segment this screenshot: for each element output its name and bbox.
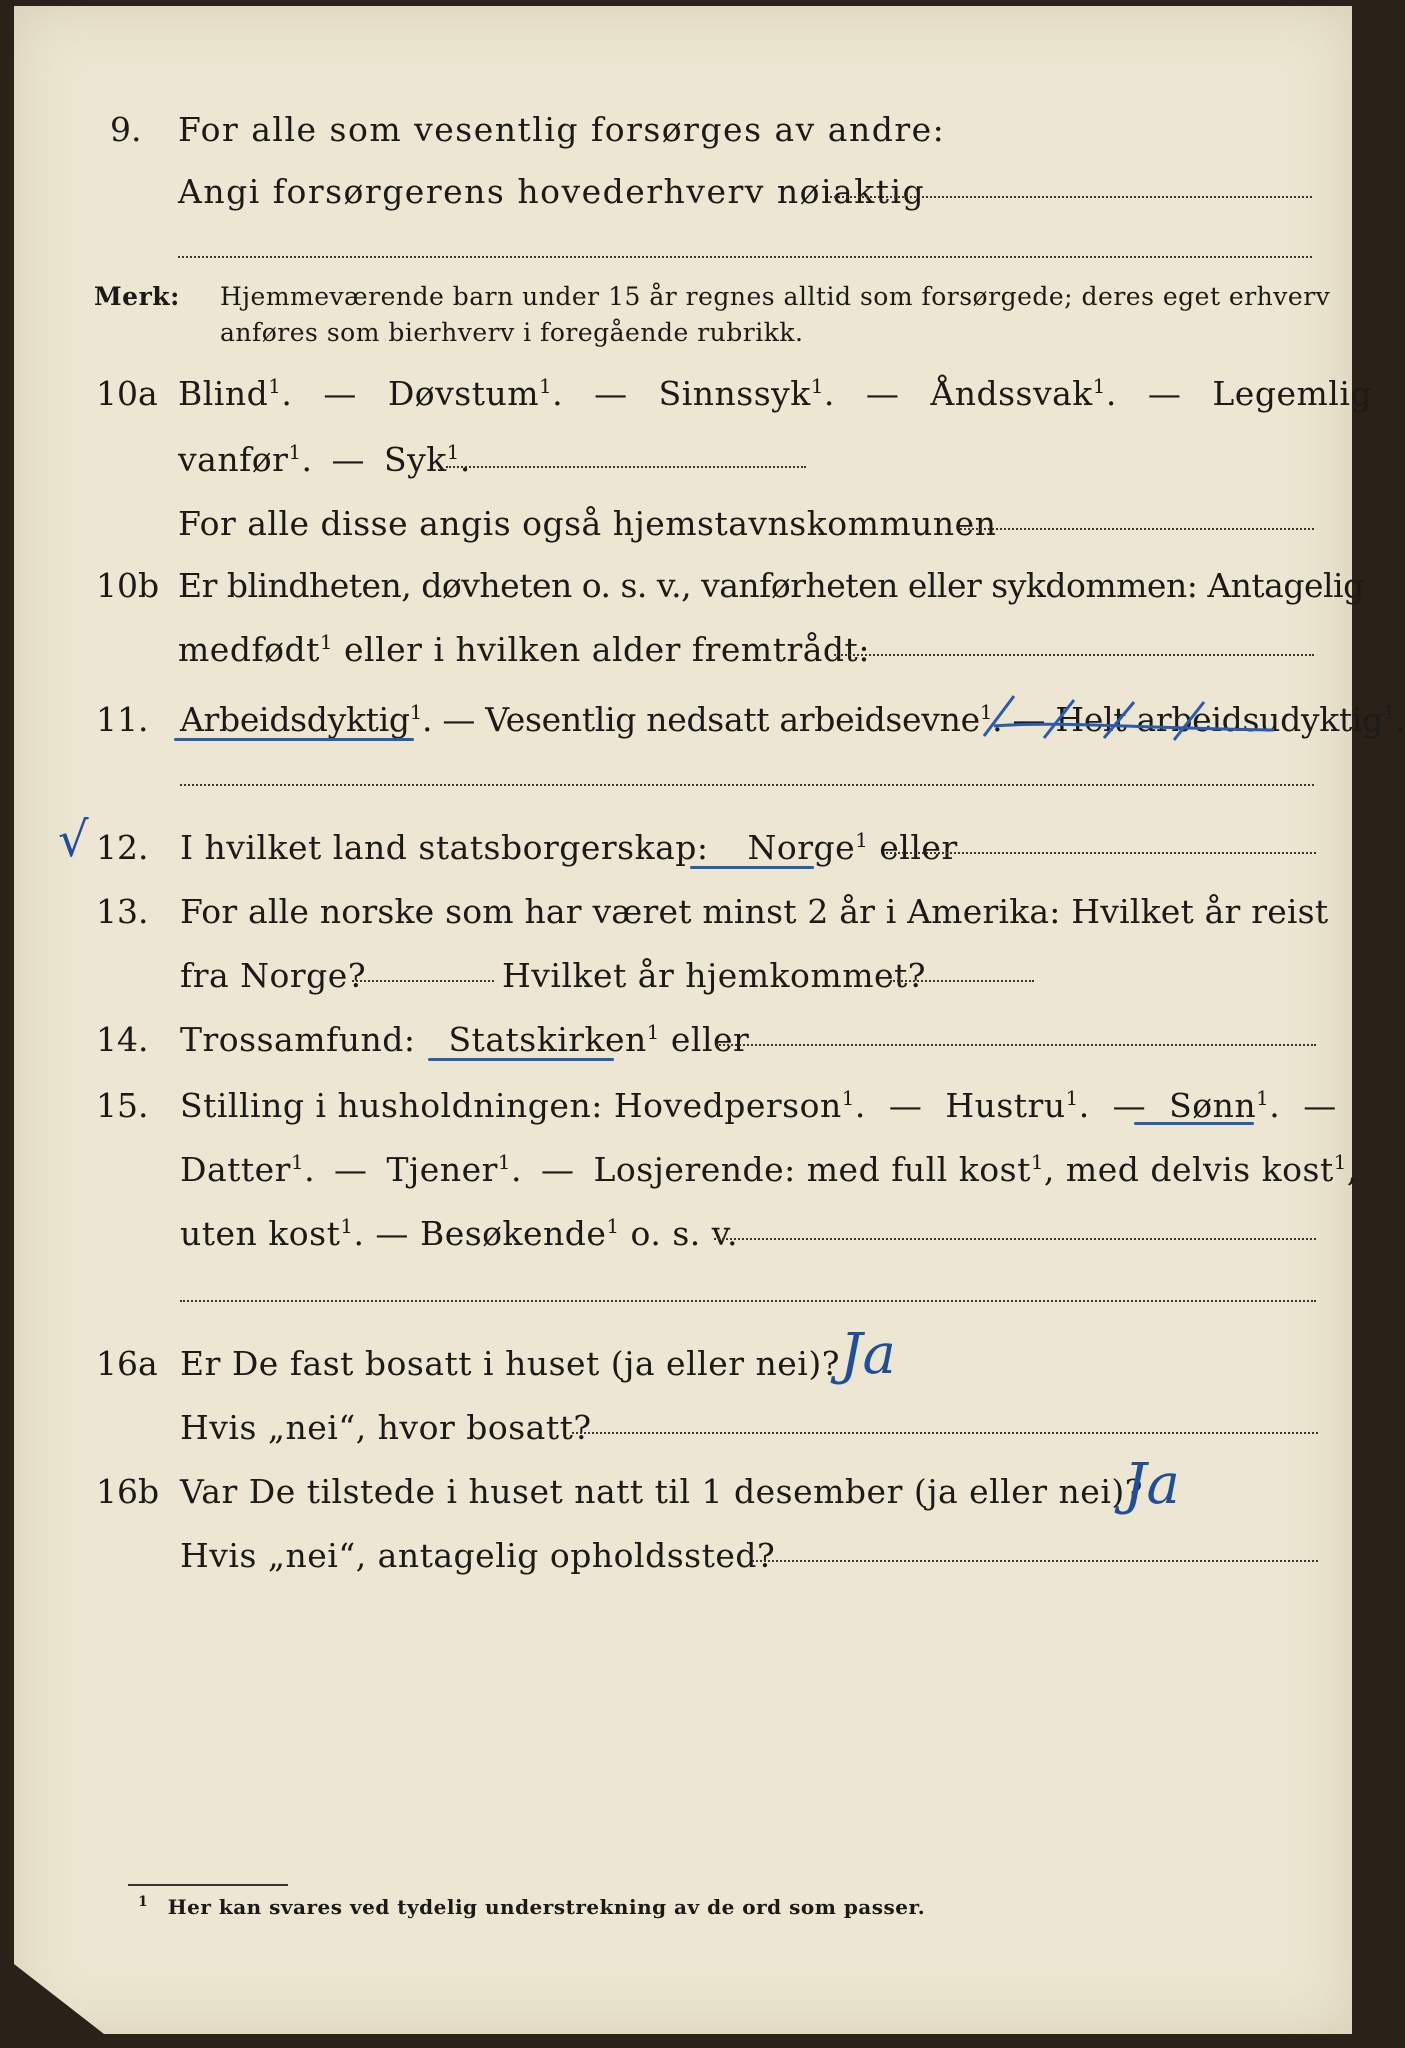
question-16a-line1: Er De fast bosatt i huset (ja eller nei)? (180, 1344, 840, 1383)
question-12-text: I hvilket land statsborgerskap: (180, 828, 709, 867)
underline-statskirken (428, 1058, 614, 1061)
question-11-number: 11. (96, 700, 149, 739)
option-sonn: Sønn (1169, 1086, 1257, 1125)
option-losjerende: Losjerende: med full kost (593, 1150, 1031, 1189)
option-arbeidsdyktig: Arbeidsdyktig (180, 700, 410, 739)
question-14-label: Trossamfund: (180, 1020, 416, 1059)
question-9-answer-line-2 (178, 256, 1312, 258)
option-sinnssyk: Sinnssyk (658, 374, 811, 413)
underline-norge (690, 866, 814, 869)
option-dovstum: Døvstum (387, 374, 540, 413)
question-10a-line2: vanfør$^1$. — Syk$^1$. (178, 440, 471, 479)
question-10b-line2: medfødt$^1$ eller i hvilken alder fremtrådt: (178, 630, 870, 669)
question-12-number: 12. (96, 828, 149, 867)
question-13-number: 13. (96, 892, 149, 931)
question-15-line3: uten kost$^1$. — Besøkende$^1$ o. s. v. (180, 1214, 738, 1253)
question-10a-line1: Blind$^1$. — Døvstum$^1$. — Sinnssyk$^1$. — Åndssvak$^1$. — Legemlig (178, 374, 1372, 413)
question-15-line2: Datter$^1$. — Tjener$^1$. — Losjerende: med full kost$^1$, med delvis kost$^1$, (180, 1150, 1358, 1189)
option-datter: Datter (180, 1150, 291, 1189)
question-10a-number: 10a (96, 374, 158, 413)
question-10a-home-line (960, 528, 1314, 530)
option-vanfor: vanfør (178, 440, 289, 479)
census-form-page (14, 6, 1405, 2034)
question-10a-answer-line (446, 466, 806, 468)
question-10b-number: 10b (96, 566, 160, 605)
question-11-line1: Arbeidsdyktig$^1$. — Vesentlig nedsatt arbeidsevne$^1$. — Helt arbeidsudyktig$^1$. (180, 700, 1405, 739)
option-statskirken: Statskirken (448, 1020, 647, 1059)
question-15-line1: Stilling i husholdningen: Hovedperson$^1$. — Hustru$^1$. — Sønn$^1$. — (180, 1086, 1337, 1125)
answer-16a-handwritten: Ja (840, 1322, 896, 1387)
question-12-eller: eller (879, 828, 958, 867)
question-12-answer-line (886, 852, 1316, 854)
question-13-line2a: fra Norge? (180, 956, 367, 995)
footnote-mark: 1 (138, 1894, 149, 1910)
footnote (138, 1894, 925, 1919)
question-13-line2b: Hvilket år hjemkommet? (502, 956, 926, 995)
question-14-eller: eller (670, 1020, 750, 1059)
question-16a-line2: Hvis „nei“, hvor bosatt? (180, 1408, 592, 1447)
merk-label: Merk: (94, 282, 180, 311)
answer-16b-handwritten: Ja (1124, 1452, 1180, 1517)
question-14-number: 14. (96, 1020, 149, 1059)
question-12-line: I hvilket land statsborgerskap: Norge$^1$ eller (180, 828, 958, 867)
question-15-osv: o. s. v. (630, 1214, 738, 1253)
question-10b-line1: Er blindheten, døvheten o. s. v., vanførheten eller sykdommen: Antagelig (178, 566, 1364, 605)
option-syk: Syk (384, 440, 447, 479)
footnote-rule (128, 1884, 288, 1886)
underline-arbeidsdyktig (174, 738, 414, 741)
question-10a-line3: For alle disse angis også hjemstavnskommunen (178, 504, 997, 543)
question-10b-line2-text: eller i hvilken alder fremtrådt: (344, 630, 870, 669)
question-15-number: 15. (96, 1086, 149, 1125)
question-16b-answer-line (752, 1560, 1318, 1562)
option-nedsatt-arbeidsevne: Vesentlig nedsatt arbeidsevne (485, 700, 980, 739)
option-tjener: Tjener (386, 1150, 498, 1189)
question-14-line: Trossamfund: Statskirken$^1$ eller (180, 1020, 750, 1059)
option-andssvak: Åndssvak (930, 374, 1093, 413)
check-mark: √ (58, 812, 89, 868)
question-11-answer-line (180, 784, 1314, 786)
option-hustru: Hustru (945, 1086, 1066, 1125)
merk-line2: anføres som bierhverv i foregående rubrikk. (220, 318, 804, 347)
option-blind: Blind (178, 374, 269, 413)
option-norge: Norge (747, 828, 856, 867)
question-10b-answer-line (834, 654, 1314, 656)
question-9-answer-line (830, 196, 1312, 198)
question-9-number: 9. (110, 110, 142, 149)
question-16b-line1: Var De tilstede i huset natt til 1 desember (ja eller nei)? (180, 1472, 1143, 1511)
question-14-answer-line (716, 1044, 1316, 1046)
question-9-line1: For alle som vesentlig forsørges av andre: (178, 110, 946, 149)
question-15-answer-line-2 (180, 1300, 1316, 1302)
merk-line1: Hjemmeværende barn under 15 år regnes alltid som forsørgede; deres eget erhverv (220, 282, 1331, 311)
footnote-text: Her kan svares ved tydelig understrekning av de ord som passer. (167, 1894, 926, 1919)
option-helt-arbeidsudyktig: Helt arbeidsudyktig (1055, 700, 1383, 739)
question-16a-number: 16a (96, 1344, 158, 1383)
question-16a-answer-line (572, 1432, 1318, 1434)
option-medfodt: medfødt (178, 630, 320, 669)
option-legemlig: Legemlig (1212, 374, 1372, 413)
question-16b-number: 16b (96, 1472, 160, 1511)
question-16b-line2: Hvis „nei“, antagelig opholdssted? (180, 1536, 776, 1575)
option-besokende: Besøkende (419, 1214, 607, 1253)
underline-sonn (1134, 1122, 1254, 1125)
question-13-line1: For alle norske som har været minst 2 år i Amerika: Hvilket år reist (180, 892, 1329, 931)
option-uten-kost: uten kost (180, 1214, 341, 1253)
strike-through-mark (974, 686, 1294, 756)
option-hovedperson: Stilling i husholdningen: Hovedperson (180, 1086, 842, 1125)
option-delvis-kost: med delvis kost (1065, 1150, 1334, 1189)
question-15-answer-line (714, 1238, 1316, 1240)
question-13-year-left-line (352, 980, 494, 982)
question-13-year-returned-line (890, 980, 1034, 982)
question-9-line2: Angi forsørgerens hovederhverv nøiaktig (178, 172, 926, 211)
